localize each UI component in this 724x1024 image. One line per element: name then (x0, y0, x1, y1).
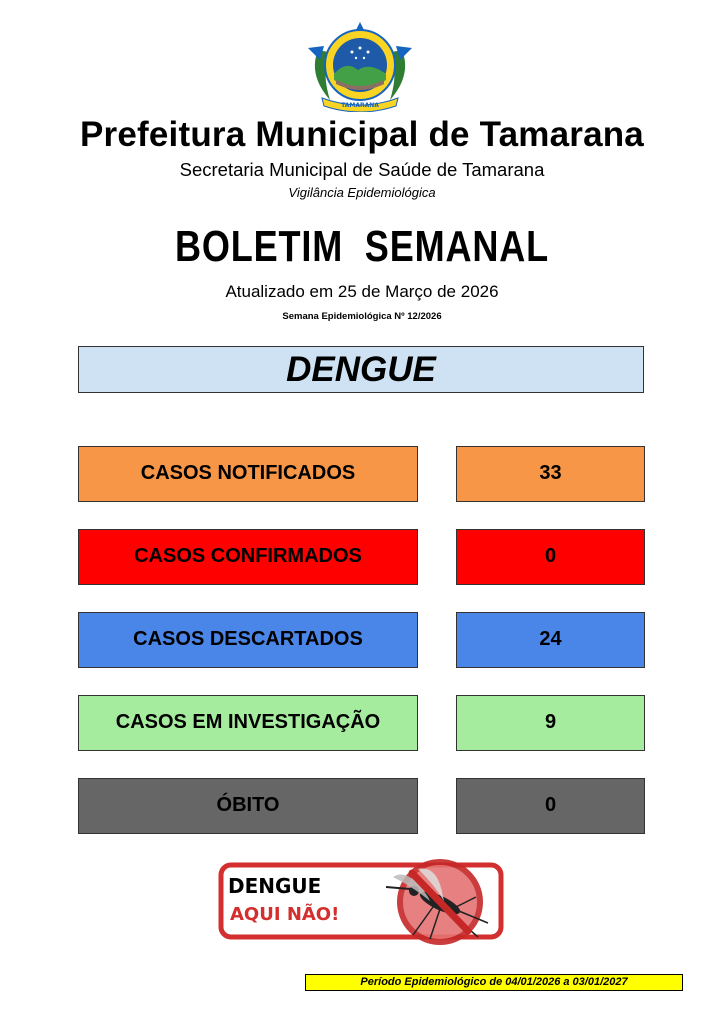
updated-date: Atualizado em 25 de Março de 2026 (225, 282, 499, 301)
bulletin-title: BOLETIM SEMANAL (175, 222, 549, 271)
municipal-crest-icon (300, 20, 420, 112)
stat-value-investigation: 9 (456, 695, 645, 751)
epidemiological-period: Período Epidemiológico de 04/01/2026 a 03/01/2027 (305, 974, 683, 991)
stat-value-deaths: 0 (456, 778, 645, 834)
stat-label-confirmed: CASOS CONFIRMADOS (78, 529, 418, 585)
stat-label-notified: CASOS NOTIFICADOS (78, 446, 418, 502)
stat-label-deaths: ÓBITO (78, 778, 418, 834)
stat-value-confirmed: 0 (456, 529, 645, 585)
stat-label-investigation: CASOS EM INVESTIGAÇÃO (78, 695, 418, 751)
page-title: Prefeitura Municipal de Tamarana (80, 115, 644, 154)
department-label: Vigilância Epidemiológica (288, 185, 436, 200)
epidemiological-week: Semana Epidemiológica Nº 12/2026 (282, 311, 442, 322)
stat-value-notified: 33 (456, 446, 645, 502)
page-subtitle: Secretaria Municipal de Saúde de Tamarana (179, 159, 545, 180)
svg-text:AQUI NÃO!: AQUI NÃO! (230, 904, 340, 925)
stat-value-discarded: 24 (456, 612, 645, 668)
svg-text:DENGUE: DENGUE (228, 874, 322, 898)
disease-banner: DENGUE (78, 346, 644, 393)
svg-text:TAMARANA: TAMARANA (341, 102, 379, 109)
stat-label-discarded: CASOS DESCARTADOS (78, 612, 418, 668)
mosquito-prohibited-icon (218, 857, 508, 947)
